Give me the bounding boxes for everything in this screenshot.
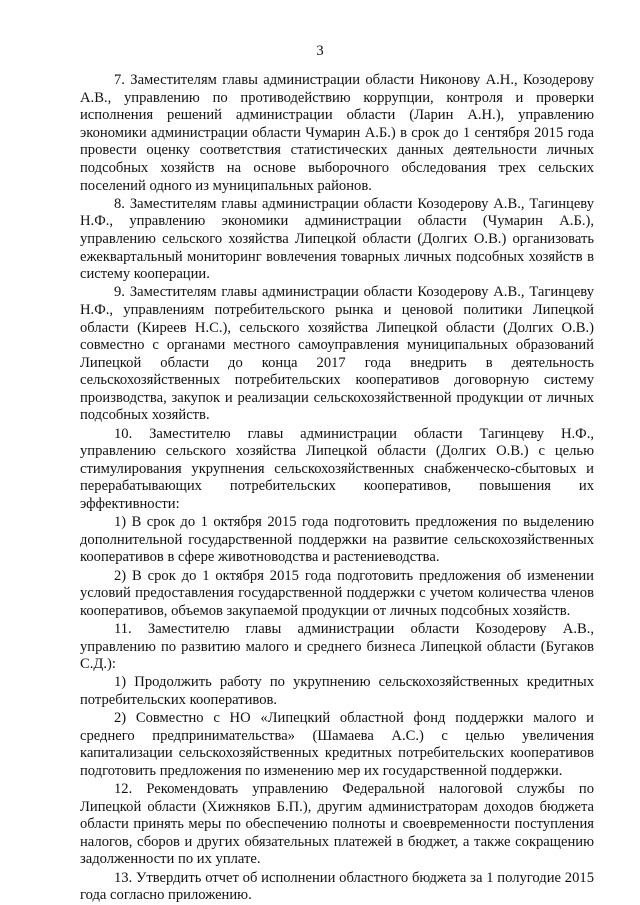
subparagraph-10-1: 1) В срок до 1 октября 2015 года подготовить предложения по выделению дополнительной государственной поддержки на развитие сельскохозяйственных кооперативов в сфере животноводства и растениеводства. [80,514,594,566]
document-body [80,72,594,905]
paragraph-item-8: 8. Заместителям главы администрации области Козодерову А.В., Тагинцеву Н.Ф., управлению экономики администрации области (Чумарин А.Б.), управлению сельского хозяйства Липецкой области (Долгих О.В.) организовать ежеквартальный мониторинг вовлечения товарных личных подсобных хозяйств в систему кооперации. [80,195,594,283]
paragraph-item-11: 11. Заместителю главы администрации области Козодерову А.В., управлению по развитию малого и среднего бизнеса Липецкой области (Бугаков С.Д.): [80,620,594,673]
subparagraph-10-2: 2) В срок до 1 октября 2015 года подготовить предложения об изменении условий предоставления государственной поддержки с учетом количества членов кооперативов, объемов закупаемой продукции от личных подсобных хозяйств. [80,567,594,619]
subparagraph-11-2: 2) Совместно с НО «Липецкий областной фонд поддержки малого и среднего предпринимательства» (Шамаева А.С.) с целью увеличения капитализации сельскохозяйственных кредитных потребительских кооперативов подготовить предложения по изменению мер их государственной поддержки. [80,710,594,779]
page-number: 3 [316,43,324,59]
paragraph-item-13: 13. Утвердить отчет об исполнении областного бюджета за 1 полугодие 2015 года согласно приложению. [80,869,594,904]
paragraph-item-10: 10. Заместителю главы администрации области Тагинцеву Н.Ф., управлению сельского хозяйства Липецкой области (Долгих О.В.) с целью стимулирования укрупнения сельскохозяйственных снабженческо-сбытовых и перерабатывающих потребительских кооперативов, повышения их эффективности: [80,425,594,513]
paragraph-item-7: 7. Заместителям главы администрации области Никонову А.Н., Козодерову А.В., управлению по противодействию коррупции, контроля и проверки исполнения решений администрации области (Ларин А.Н.), управлению экономики администрации области Чумарин А.Б.) в срок до 1 сентября 2015 года провести оценку соответствия статистических данных деятельности личных подсобных хозяйств на основе выборочного обследования трех сельских поселений одного из муниципальных районов. [80,72,594,194]
paragraph-item-9: 9. Заместителям главы администрации области Козодерову А.В., Тагинцеву Н.Ф., управлениям потребительского рынка и ценовой политики Липецкой области (Киреев Н.С.), сельского хозяйства Липецкой области (Долгих О.В.) совместно с органами местного самоуправления муниципальных образований Липецкой области до конца 2017 года внедрить в деятельность сельскохозяйственных потребительских кооперативов договорную систему производства, закупок и реализации сельскохозяйственной продукции от личных подсобных хозяйств. [80,284,594,424]
subparagraph-11-1: 1) Продолжить работу по укрупнению сельскохозяйственных кредитных потребительских кооперативов. [80,674,594,708]
paragraph-item-12: 12. Рекомендовать управлению Федеральной налоговой службы по Липецкой области (Хижняков Б.П.), другим администраторам доходов бюджета области принять меры по обеспечению полноты и своевременности поступления налогов, сборов и других обязательных платежей в бюджет, а также сокращению задолженности по их уплате. [80,781,594,868]
